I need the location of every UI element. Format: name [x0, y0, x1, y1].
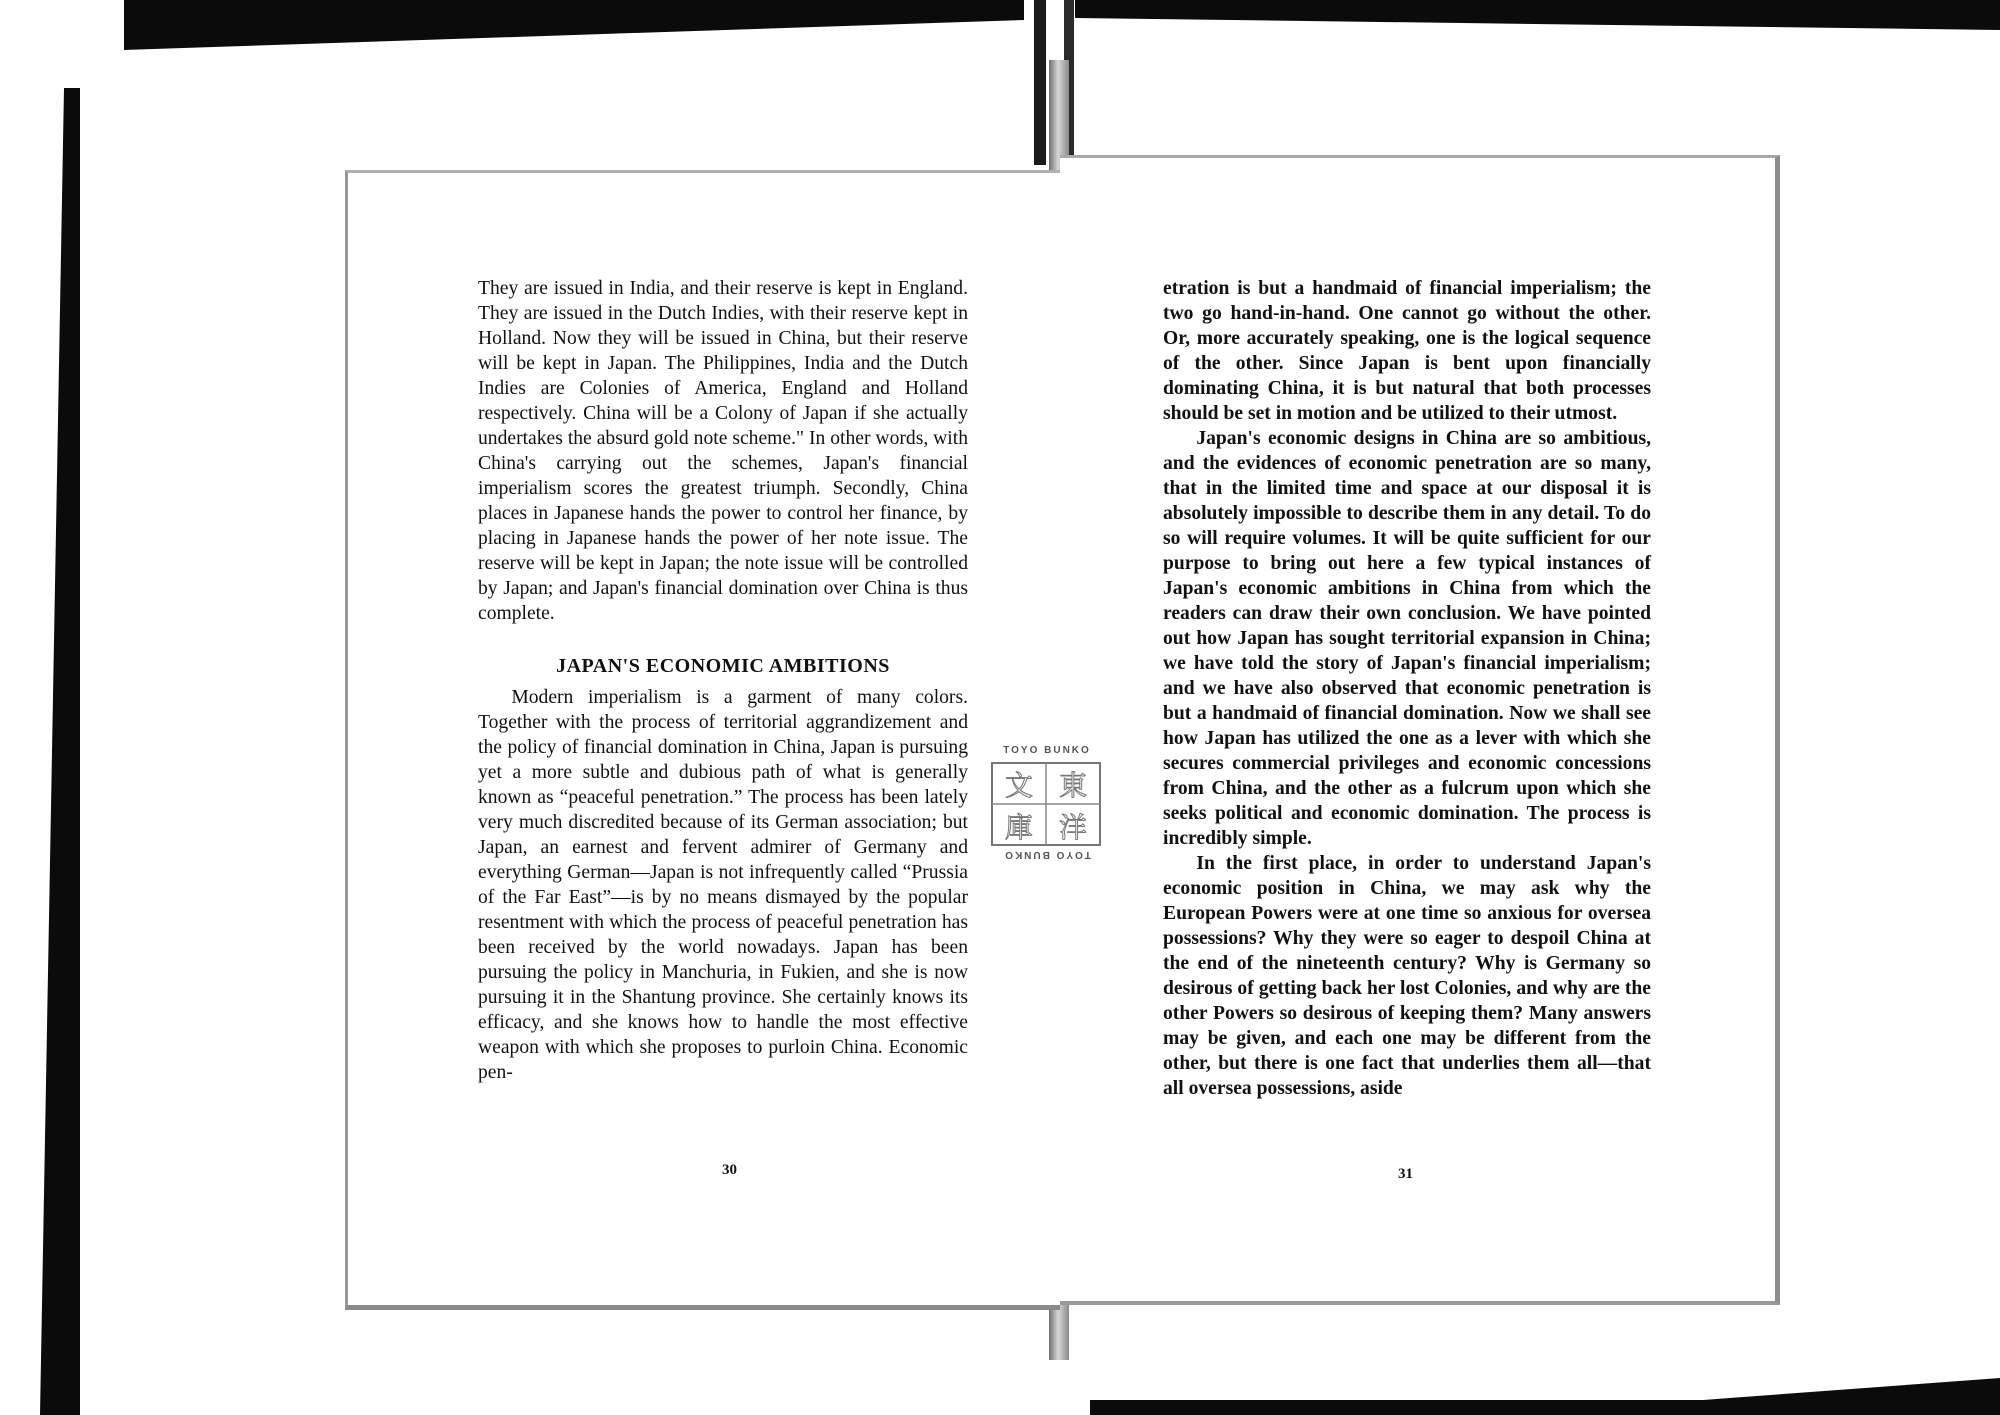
svg-text:文: 文: [1004, 769, 1034, 802]
spine-strip: [1034, 0, 1046, 165]
scan-border-top-right: [1075, 0, 2000, 30]
scan-border-top-left: [124, 0, 1024, 50]
seal-icon: [990, 761, 1102, 847]
left-paragraph-2: Modern imperialism is a garment of many colors. Together with the process of territorial aggrandizement and the policy of financial domination in China, Japan is pursuing yet a more subtle and dubious path of what is generally known as “peaceful penetration.” The process has been lately very much discredited because of its German association; but Japan, an earnest and fervent admirer of Germany and everything German—Japan is not infrequently called “Prussia of the Far East”—is by no means dismayed by the popular resentment with which the process of peaceful penetration has been received by the world nowadays. Japan has been pursuing the policy in Manchuria, in Fukien, and she is now pursuing it in the Shantung province. She certainly knows its efficacy, and she knows how to handle the most effective weapon with which she proposes to purloin China. Economic pen-: [478, 687, 968, 1083]
left-page-text: [478, 276, 968, 1085]
left-paragraph-1: They are issued in India, and their reserve is kept in England. They are issued in the Dutch Indies, with their reserve kept in Holland. Now they will be issued in China, but their reserve will be kept in Japan. The Philippines, India and the Dutch Indies are Colonies of America, England and Holland respectively. China will be a Colony of Japan if she actually undertakes the absurd gold note scheme." In other words, with China's carrying out the schemes, Japan's financial imperialism scores the greatest triumph. Secondly, China places in Japanese hands the power to control her finance, by placing in Japanese hands the power of her note issue. The reserve will be kept in Japan; the note issue will be controlled by Japan; and Japan's financial domination over China is thus complete.: [478, 278, 968, 624]
right-paragraph-2: Japan's economic designs in China are so ambitious, and the evidences of economic penetration are so many, that in the limited time and space at our disposal it is absolutely impossible to describe them in any detail. To do so will require volumes. It will be quite sufficient for our purpose to bring out here a few typical instances of Japan's economic ambitions in China from which the readers can draw their own conclusion. We have pointed out how Japan has sought territorial expansion in China; we have told the story of Japan's financial imperialism; and we have also observed that economic penetration is but a handmaid of financial domination. Now we shall see how Japan has utilized the one as a lever with which she secures commercial privileges and economic concessions from China, and the other as a fulcrum upon which she seeks political and economic domination. The process is incredibly simple.: [1163, 428, 1651, 849]
right-paragraph-1: etration is but a handmaid of financial imperialism; the two go hand-in-hand. One cannot go without the other. Or, more accurately speaking, one is the logical sequence of the other. Since Japan is bent upon financially dominating China, it is but natural that both processes should be set in motion and be utilized to their utmost.: [1163, 278, 1651, 424]
library-stamp: [982, 745, 1112, 865]
scan-border-bottom-right-2: [1090, 1400, 1790, 1415]
page-number-left: 30: [722, 1162, 737, 1178]
svg-text:庫: 庫: [1004, 811, 1034, 844]
right-page-text: [1163, 276, 1651, 1101]
page-number-right: 31: [1398, 1166, 1413, 1182]
scan-border-left: [40, 88, 80, 1415]
stamp-bottom-text: TOYO BUNKO: [1003, 849, 1091, 860]
stamp-top-text: TOYO BUNKO: [1003, 745, 1091, 756]
section-heading: JAPAN'S ECONOMIC AMBITIONS: [556, 655, 890, 677]
svg-text:洋: 洋: [1058, 811, 1088, 844]
svg-text:東: 東: [1058, 769, 1088, 802]
right-paragraph-3: In the first place, in order to understand Japan's economic position in China, we may ask why the European Powers were at one time so anxious for oversea possessions? Why they were so eager to despoil China at the end of the nineteenth century? Why is Germany so desirous of getting back her lost Colonies, and why are the other Powers so desirous of keeping them? Many answers may be given, and each one may be different from the other, but there is one fact that underlies them all—that all oversea possessions, aside: [1163, 853, 1651, 1099]
